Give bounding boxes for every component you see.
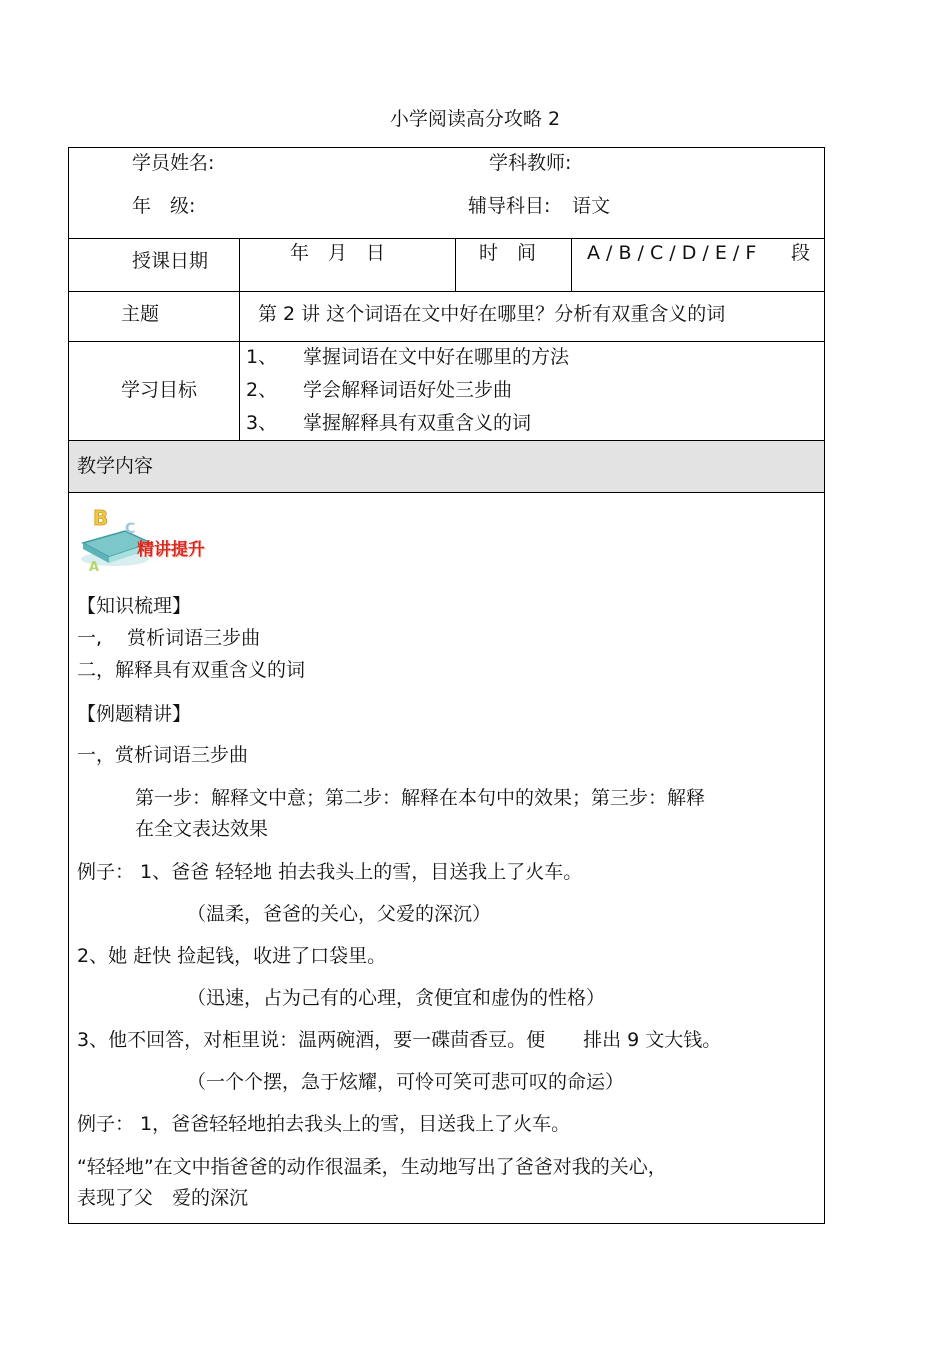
subsection-heading: 一，赏析词语三步曲	[77, 744, 249, 766]
goal-number: 2、	[246, 379, 278, 401]
section-heading: 【例题精讲】	[77, 703, 192, 725]
time-label: 时 间	[479, 242, 537, 264]
outline-item: 二，解释具有双重含义的词	[77, 659, 306, 681]
goal-number: 1、	[246, 346, 278, 368]
row-divider	[69, 291, 824, 292]
letter-b: B	[93, 506, 109, 530]
row-divider	[69, 341, 824, 342]
lesson-table	[68, 147, 825, 1224]
goal-text: 掌握解释具有双重含义的词	[303, 412, 532, 434]
date-label: 授课日期	[132, 250, 209, 272]
example-answer: （温柔，爸爸的关心，父爱的深沉）	[187, 903, 492, 925]
subject-label: 辅导科目:	[468, 195, 551, 217]
step-text: 第一步：解释文中意；第二步：解释在本句中的效果；第三步：解释	[135, 787, 706, 809]
topic-label: 主题	[121, 303, 160, 325]
grade-label: 年 级:	[132, 195, 196, 217]
teacher-label: 学科教师:	[489, 152, 572, 174]
content-header-shading	[69, 441, 824, 492]
column-divider	[239, 238, 240, 440]
step-text: 在全文表达效果	[135, 818, 269, 840]
document-title: 小学阅读高分攻略 2	[389, 108, 561, 130]
example-sentence: 2、她 赶快 捡起钱，收进了口袋里。	[77, 945, 387, 967]
date-value: 年 月 日	[290, 242, 386, 264]
goal-text: 掌握词语在文中好在哪里的方法	[303, 346, 570, 368]
goal-text: 学会解释词语好处三步曲	[303, 379, 513, 401]
goal-number: 3、	[246, 412, 278, 434]
goals-label: 学习目标	[121, 379, 198, 401]
example-sentence: 3、他不回答，对柜里说：温两碗酒，要一碟茴香豆。便 排出 9 文大钱。	[77, 1029, 722, 1051]
analysis-text: “轻轻地”在文中指爸爸的动作很温柔，生动地写出了爸爸对我的关心，	[77, 1156, 667, 1178]
subject-value: 语文	[572, 195, 611, 217]
example-sentence: 例子： 1、爸爸 轻轻地 拍去我头上的雪，目送我上了火车。	[77, 861, 583, 883]
student-name-label: 学员姓名:	[132, 152, 215, 174]
analysis-text: 表现了父 爱的深沉	[77, 1187, 249, 1209]
example-answer: （一个个摆，急于炫耀，可怜可笑可悲可叹的命运）	[187, 1071, 625, 1093]
example-sentence: 例子： 1，爸爸轻轻地拍去我头上的雪，目送我上了火车。	[77, 1113, 571, 1135]
topic-value: 第 2 讲 这个词语在文中好在哪里？分析有双重含义的词	[258, 303, 726, 325]
content-label: 教学内容	[77, 455, 154, 477]
letter-a: A	[89, 560, 100, 573]
row-divider	[69, 238, 824, 239]
time-slot-options: A / B / C / D / E / F	[587, 242, 757, 264]
column-divider	[455, 238, 456, 291]
row-divider	[69, 492, 824, 493]
row-divider	[69, 440, 824, 441]
letter-c: C	[125, 521, 136, 537]
outline-item: 一, 赏析词语三步曲	[77, 627, 261, 649]
time-slot-suffix: 段	[791, 242, 811, 264]
column-divider	[571, 238, 572, 291]
logo-title: 精讲提升	[137, 540, 205, 560]
example-answer: （迅速，占为己有的心理，贪便宜和虚伪的性格）	[187, 987, 606, 1009]
section-heading: 【知识梳理】	[77, 595, 192, 617]
